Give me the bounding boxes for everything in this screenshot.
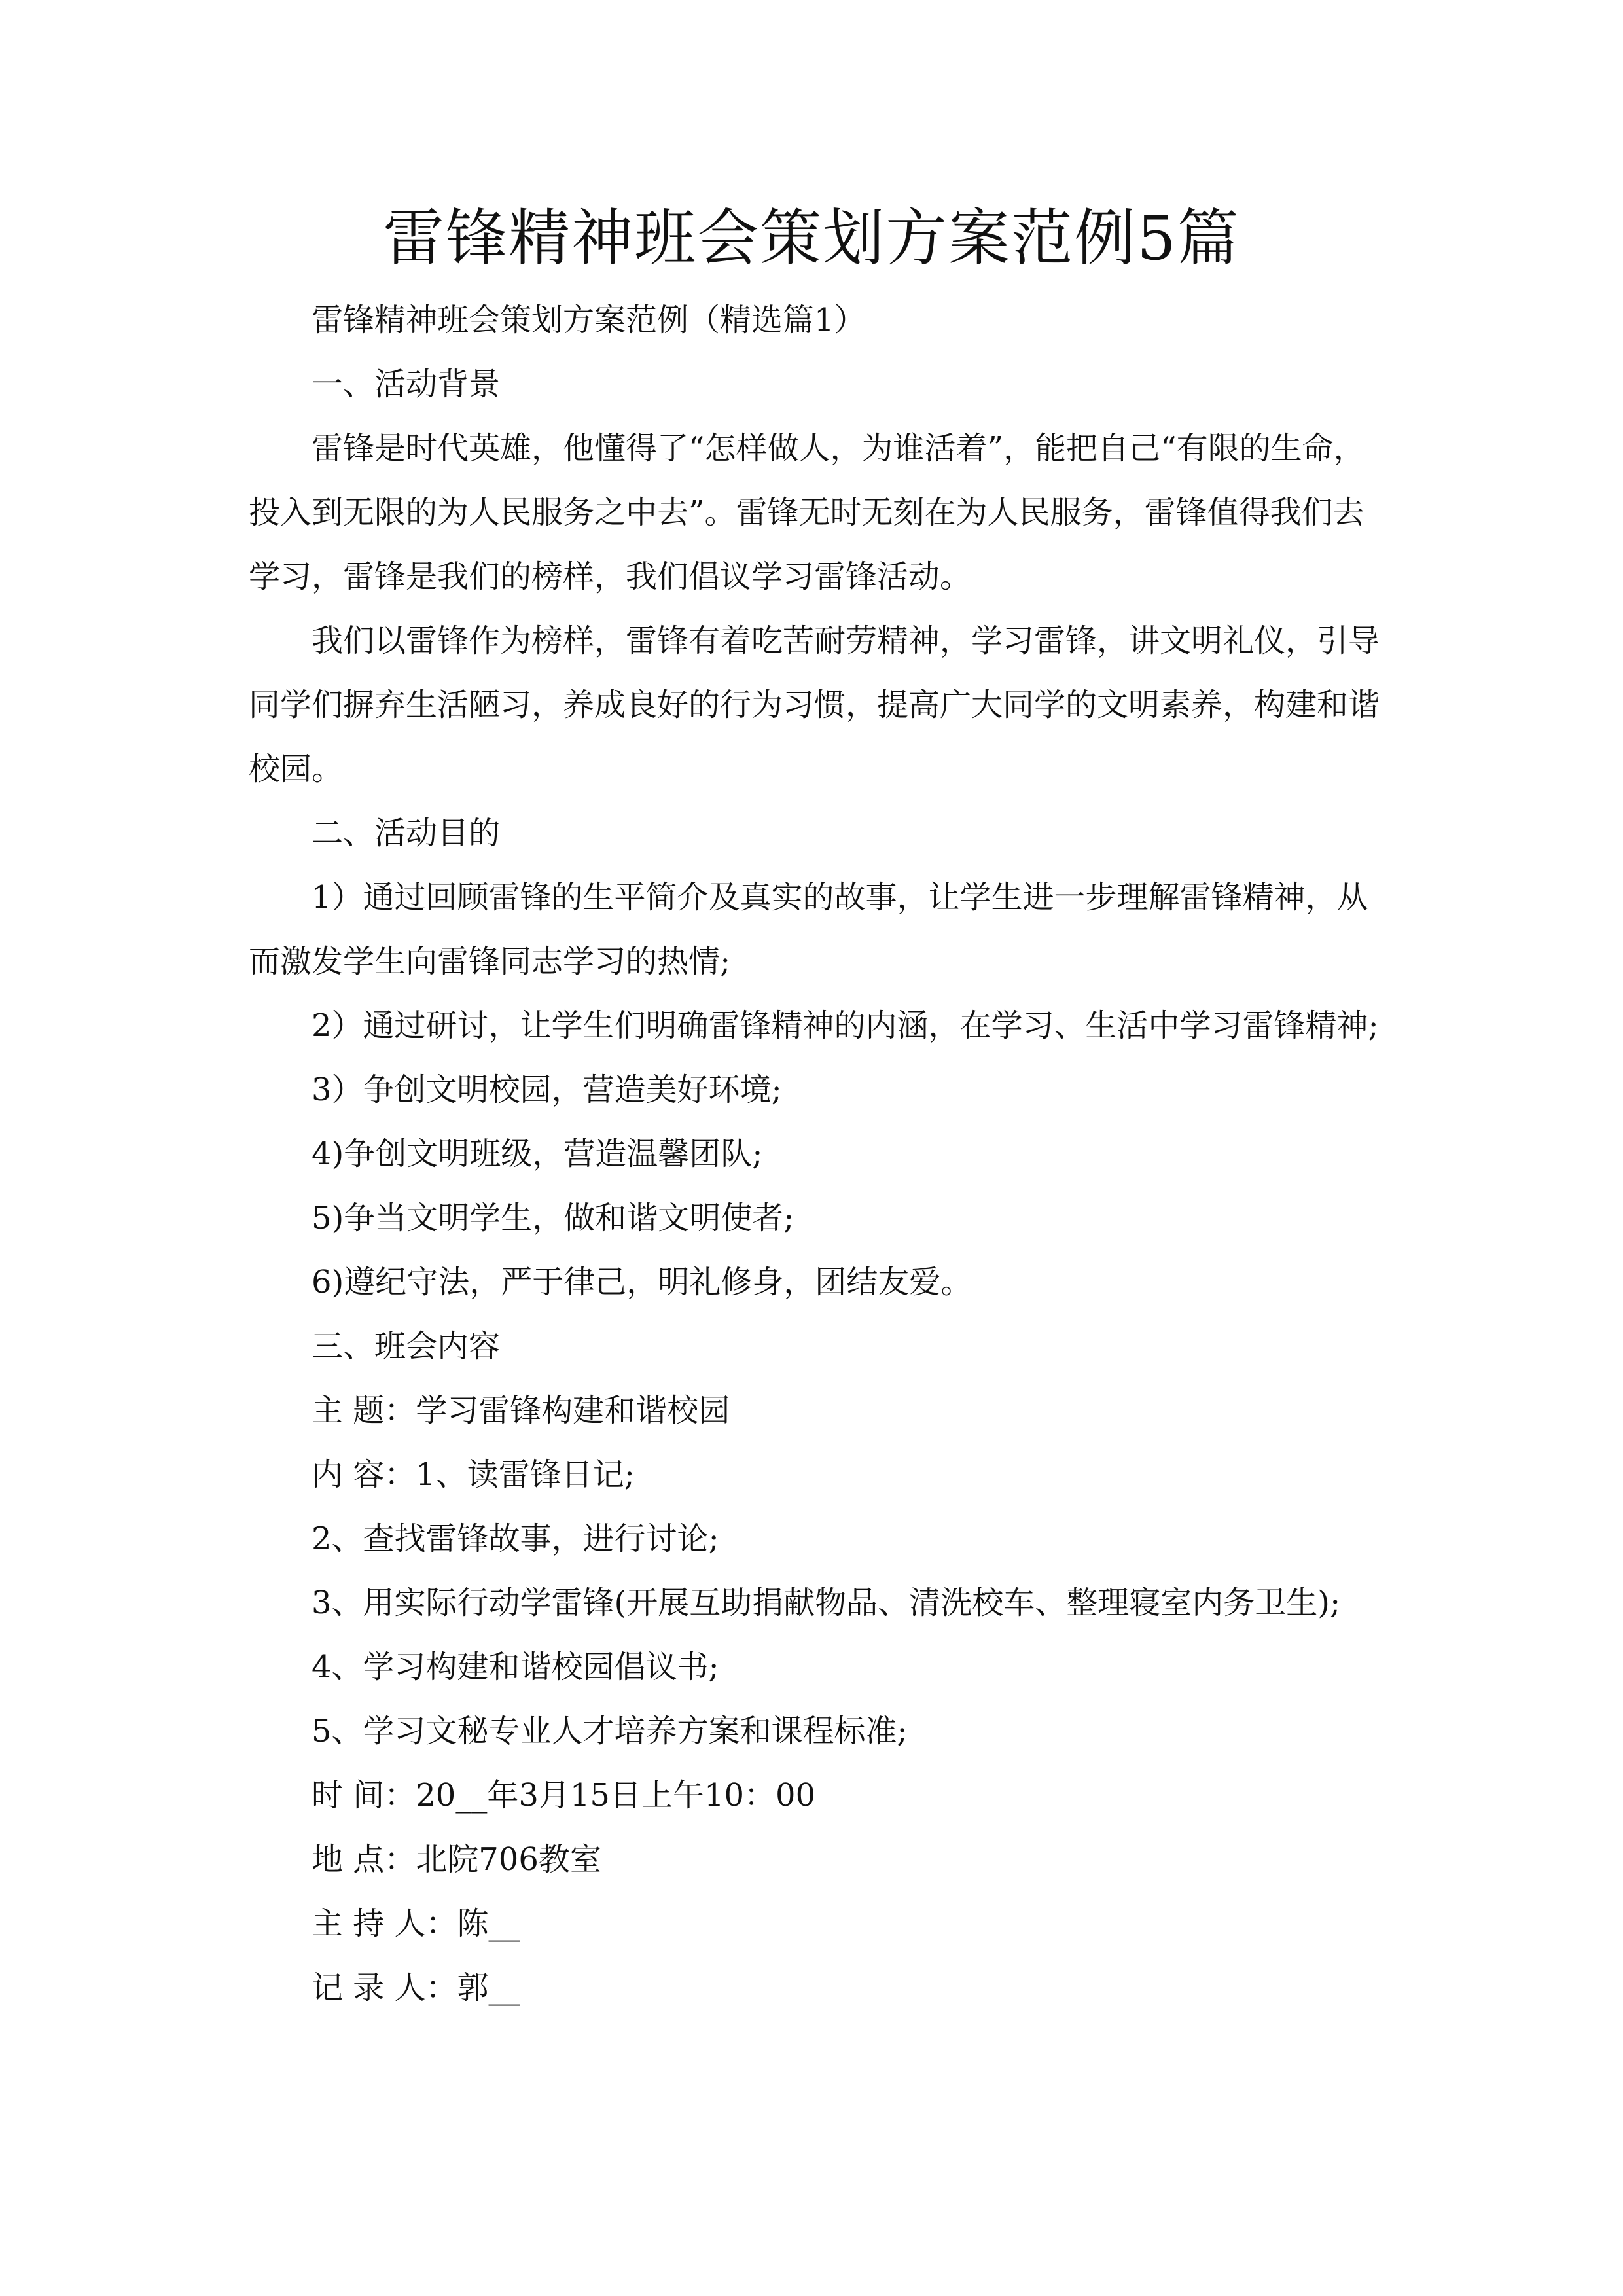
heading-background: 一、活动背景 — [312, 366, 501, 403]
purpose-item-6: 6)遵纪守法，严于律己，明礼修身，团结友爱。 — [312, 1264, 972, 1300]
paragraph-background-1: 雷锋是时代英雄，他懂得了“怎样做人，为谁活着”，能把自己“有限的生命，投入到无限的为人民服务之中去”。雷锋无时无刻在为人民服务，雷锋值得我们去学习，雷锋是我们的榜样，我们倡议学习雷锋活动。 — [249, 430, 1365, 595]
meeting-recorder: 记 录 人：郭__ — [312, 1969, 520, 2006]
meeting-host: 主 持 人：陈__ — [312, 1905, 520, 1942]
document-title: 雷锋精神班会策划方案范例5篇 — [383, 203, 1240, 274]
section-subtitle: 雷锋精神班会策划方案范例（精选篇1） — [312, 302, 866, 338]
purpose-item-1: 1）通过回顾雷锋的生平简介及真实的故事，让学生进一步理解雷锋精神，从而激发学生向雷锋同志学习的热情; — [249, 879, 1368, 980]
content-item-1: 内 容：1、读雷锋日记; — [312, 1456, 635, 1493]
content-item-3: 3、用实际行动学雷锋(开展互助捐献物品、清洗校车、整理寝室内务卫生); — [312, 1585, 1341, 1621]
purpose-item-5: 5)争当文明学生，做和谐文明使者; — [312, 1200, 794, 1236]
document-body — [249, 288, 1387, 2020]
content-item-5: 5、学习文秘专业人才培养方案和课程标准; — [312, 1713, 908, 1749]
content-item-2: 2、查找雷锋故事，进行讨论; — [312, 1520, 719, 1557]
meeting-location: 地 点：北院706教室 — [312, 1841, 601, 1878]
content-item-4: 4、学习构建和谐校园倡议书; — [312, 1649, 719, 1685]
heading-purpose: 二、活动目的 — [312, 815, 501, 852]
meeting-time: 时 间：20__年3月15日上午10：00 — [312, 1777, 816, 1814]
paragraph-background-2: 我们以雷锋作为榜样，雷锋有着吃苦耐劳精神，学习雷锋，讲文明礼仪，引导同学们摒弃生活陋习，养成良好的行为习惯，提高广大同学的文明素养，构建和谐校园。 — [249, 622, 1380, 787]
purpose-item-3: 3）争创文明校园，营造美好环境; — [312, 1071, 782, 1108]
content-theme: 主 题：学习雷锋构建和谐校园 — [312, 1392, 730, 1429]
purpose-item-4: 4)争创文明班级，营造温馨团队; — [312, 1136, 763, 1172]
purpose-item-2: 2）通过研讨，让学生们明确雷锋精神的内涵，在学习、生活中学习雷锋精神; — [312, 1007, 1379, 1044]
heading-content: 三、班会内容 — [312, 1328, 501, 1365]
